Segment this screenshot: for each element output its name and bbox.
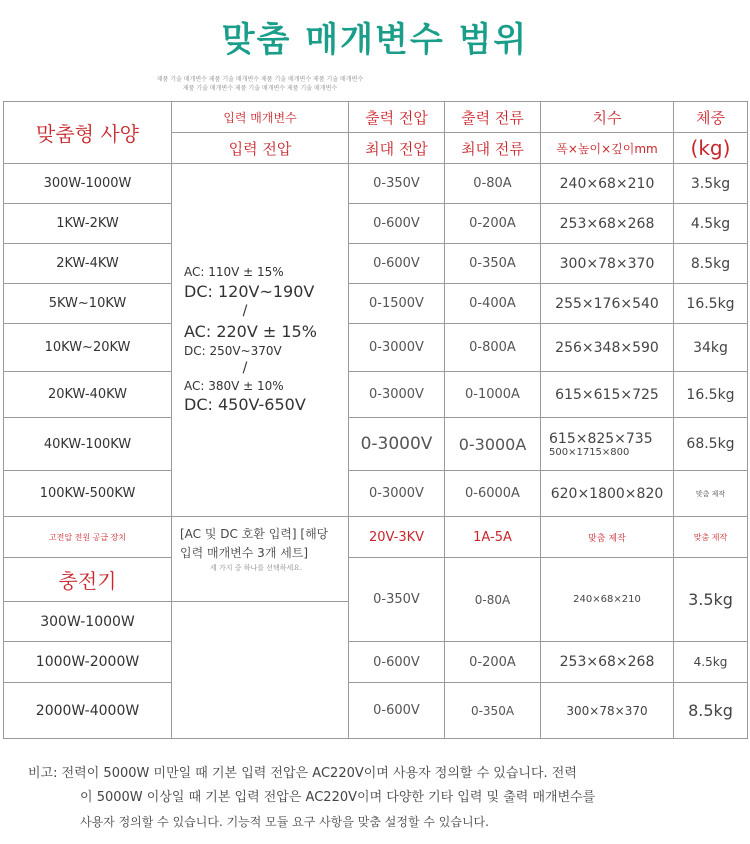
model-cell: 40KW-100KW [4,418,172,471]
size-cell: 맞춤 제작 [541,517,674,558]
model-cell: 10KW~20KW [4,324,172,372]
voltage-cell: 0-600V [349,204,445,244]
input-voltage-cell [172,164,349,517]
header-weight-top: 체중 [674,102,748,133]
input-dc2: DC: 250V~370V [184,343,282,358]
remarks [28,762,728,834]
voltage-cell: 0-600V [349,683,445,739]
header-out-current-bottom: 최대 전류 [445,133,541,164]
header-input-top: 입력 매개변수 [172,102,349,133]
model-cell: 300W-1000W [4,164,172,204]
table-row [4,204,748,244]
voltage-cell: 0-600V [349,642,445,683]
current-cell: 1A-5A [445,517,541,558]
size-cell: 615×615×725 [541,372,674,418]
weight-cell: 맞춤 제작 [674,517,748,558]
input-ac2: AC: 220V ± 15% [184,322,317,342]
remark-line: 사용자 정의할 수 있습니다. 기능적 모듈 요구 사항을 맞춤 설정할 수 있습니다. [80,815,489,829]
voltage-cell: 0-3000V [349,324,445,372]
header-size-top: 치수 [541,102,674,133]
voltage-cell: 20V-3KV [349,517,445,558]
input-ac1: AC: 110V ± 15% [184,265,284,280]
current-cell: 0-400A [445,284,541,324]
charger-input-note: 세 가지 중 하나를 선택하세요. [210,564,303,573]
current-cell: 0-80A [445,164,541,204]
weight-cell: 8.5kg [674,244,748,284]
size-cell: 300×78×370 [541,683,674,739]
weight-cell: 16.5kg [674,372,748,418]
voltage-cell: 0-3000V [349,471,445,517]
voltage-cell: 0-3000V [349,418,445,471]
size-main: 615×825×735 [549,430,653,447]
table-row [4,284,748,324]
size-cell: 240×68×210 [541,164,674,204]
table-row [4,324,748,372]
current-cell: 0-200A [445,204,541,244]
voltage-cell: 0-350V [349,164,445,204]
weight-cell: 3.5kg [674,558,748,642]
header-weight-bottom: (kg) [674,133,748,164]
model-cell: 고전압 전원 공급 장치 [4,517,172,558]
size-cell: 300×78×370 [541,244,674,284]
charger-input-text: [AC 및 DC 호환 입력] [해당 입력 매개변수 3개 세트] [180,527,329,561]
weight-cell: 4.5kg [674,204,748,244]
input-dc3: DC: 450V-650V [184,394,306,414]
input-ac3: AC: 380V ± 10% [184,378,284,393]
table-row [4,517,748,558]
current-cell: 0-1000A [445,372,541,418]
empty-cell [172,602,349,739]
page-title: 맞춤 매개변수 범위 [221,20,529,60]
weight-cell: 3.5kg [674,164,748,204]
model-cell: 1KW-2KW [4,204,172,244]
remark-line: 비고: 전력이 5000W 미만일 때 기본 입력 전압은 AC220V이며 사용자 정의할 수 있습니다. 전력 [28,766,577,781]
input-slash: / [242,303,248,320]
charger-input-cell [172,517,349,602]
input-dc1: DC: 120V~190V [184,281,315,301]
model-cell: 1000W-2000W [4,642,172,683]
model-cell: 300W-1000W [4,602,172,642]
header-input-bottom: 입력 전압 [172,133,349,164]
size-cell: 620×1800×820 [541,471,674,517]
current-cell: 0-80A [445,558,541,642]
input-slash: / [242,359,248,376]
header-out-voltage-bottom: 최대 전압 [349,133,445,164]
voltage-cell: 0-3000V [349,372,445,418]
table-row [4,642,748,683]
voltage-cell: 0-600V [349,244,445,284]
table-row [4,372,748,418]
weight-cell: 4.5kg [674,642,748,683]
table-row [4,558,748,602]
model-cell: 20KW-40KW [4,372,172,418]
current-cell: 0-800A [445,324,541,372]
header-size-bottom: 폭×높이×깊이mm [541,133,674,164]
model-cell: 5KW~10KW [4,284,172,324]
size-cell [541,418,674,471]
weight-cell: 8.5kg [674,683,748,739]
watermark-text: 제품 기술 매개변수 제품 기술 매개변수 제품 기술 매개변수 [182,85,338,92]
table-row [4,418,748,471]
header-out-current-top: 출력 전류 [445,102,541,133]
size-cell: 253×68×268 [541,642,674,683]
weight-cell: 맞춤 제작 [674,471,748,517]
size-cell: 256×348×590 [541,324,674,372]
charger-title: 충전기 [4,558,172,602]
table-row [4,471,748,517]
current-cell: 0-200A [445,642,541,683]
current-cell: 0-6000A [445,471,541,517]
model-cell: 100KW-500KW [4,471,172,517]
model-cell: 2KW-4KW [4,244,172,284]
weight-cell: 68.5kg [674,418,748,471]
model-cell: 2000W-4000W [4,683,172,739]
size-cell: 255×176×540 [541,284,674,324]
watermark-text: 제품 기술 매개변수 제품 기술 매개변수 제품 기술 매개변수 제품 기술 매개변수 [156,76,364,83]
spec-table [3,101,748,739]
weight-cell: 34kg [674,324,748,372]
size-cell: 240×68×210 [541,558,674,642]
table-row [4,683,748,739]
header-spec: 맞춤형 사양 [4,102,172,164]
remark-line: 이 5000W 이상일 때 기본 입력 전압은 AC220V이며 다양한 기타 입력 및 출력 매개변수를 [80,790,596,805]
header-out-voltage-top: 출력 전압 [349,102,445,133]
table-row [4,164,748,204]
weight-cell: 16.5kg [674,284,748,324]
size-extra: 500×1715×800 [549,446,630,458]
current-cell: 0-350A [445,244,541,284]
current-cell: 0-350A [445,683,541,739]
voltage-cell: 0-350V [349,558,445,642]
voltage-cell: 0-1500V [349,284,445,324]
current-cell: 0-3000A [445,418,541,471]
size-cell: 253×68×268 [541,204,674,244]
table-row [4,244,748,284]
